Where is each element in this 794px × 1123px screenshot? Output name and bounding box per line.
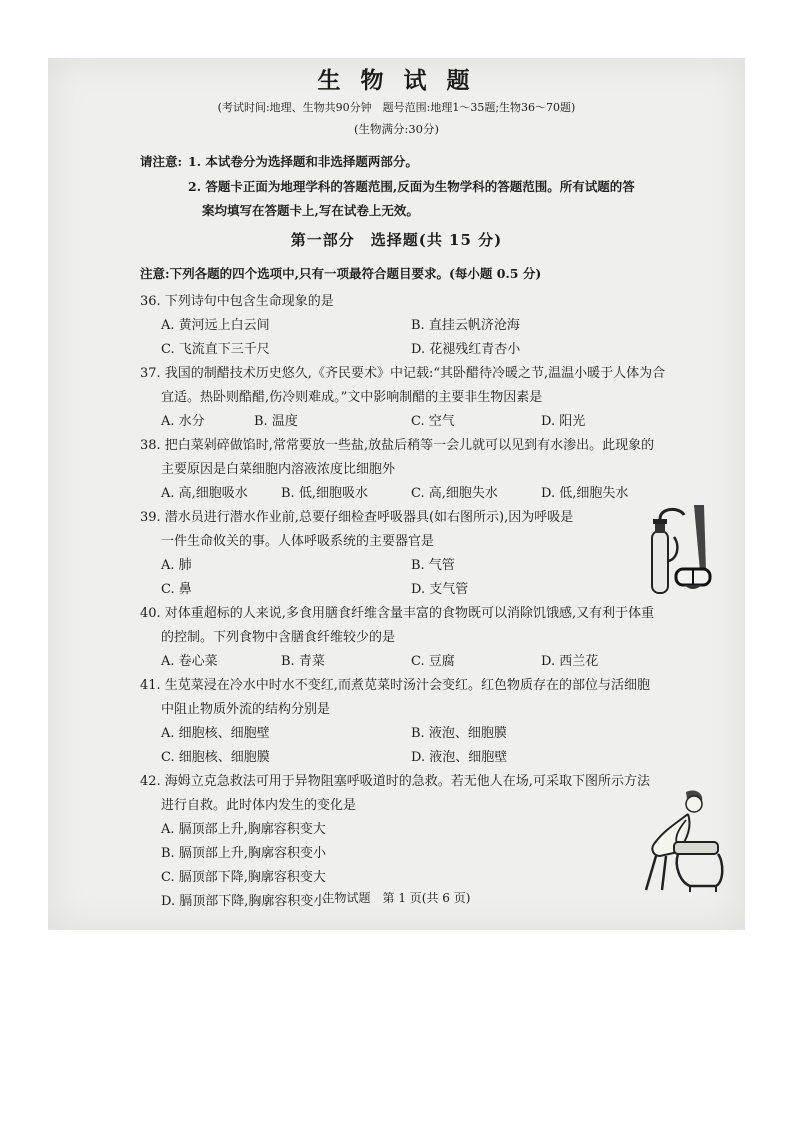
question-39-line1: 39. 潜水员进行潜水作业前,总要仔细检查呼吸器具(如右图所示),因为呼吸是 — [140, 510, 574, 525]
section-instruction: 注意:下列各题的四个选项中,只有一项最符合题目要求。(每小题 0.5 分) — [140, 266, 542, 281]
q40-option-a: A. 卷心菜 — [161, 654, 218, 669]
page-footer: 生物试题 第 1 页(共 6 页) — [322, 891, 471, 905]
q40-option-b: B. 青菜 — [281, 654, 325, 669]
question-41-line2: 中阻止物质外流的结构分别是 — [161, 702, 331, 717]
q40-option-c: C. 豆腐 — [411, 654, 455, 669]
q41-option-d: D. 液泡、细胞壁 — [411, 750, 508, 765]
question-37-line1: 37. 我国的制醋技术历史悠久,《齐民要术》中记载:“其卧醋待冷暖之节,温温小暖于人体为合 — [140, 366, 666, 381]
q38-option-b: B. 低,细胞吸水 — [281, 486, 368, 501]
notice-label: 请注意: — [140, 154, 183, 169]
q37-option-a: A. 水分 — [161, 414, 205, 429]
exam-time-note: (考试时间:地理、生物共90分钟 题号范围:地理1～35题;生物36～70题) — [217, 101, 576, 114]
q41-option-a: A. 细胞核、细胞壁 — [161, 726, 270, 741]
question-38-line1: 38. 把白菜剁碎做馅时,常常要放一些盐,放盐后稍等一会儿就可以见到有水渗出。此现象的 — [140, 438, 655, 453]
question-38-line2: 主要原因是白菜细胞内溶液浓度比细胞外 — [161, 462, 396, 477]
q38-option-a: A. 高,细胞吸水 — [161, 486, 248, 501]
q38-option-d: D. 低,细胞失水 — [541, 486, 629, 501]
notice-item-2-cont: 案均填写在答题卡上,写在试卷上无效。 — [202, 203, 419, 218]
q37-option-b: B. 温度 — [254, 414, 298, 429]
exam-score-note: (生物满分:30分) — [354, 122, 439, 136]
question-39-line2: 一件生命攸关的事。人体呼吸系统的主要器官是 — [161, 534, 435, 549]
question-42-line2: 进行自救。此时体内发生的变化是 — [161, 798, 357, 813]
question-40-line1: 40. 对体重超标的人来说,多食用膳食纤维含量丰富的食物既可以消除饥饿感,又有利于体重 — [140, 606, 655, 621]
q39-option-b: B. 气管 — [411, 558, 455, 573]
q39-option-c: C. 鼻 — [161, 582, 192, 597]
question-41-line1: 41. 生苋菜浸在冷水中时水不变红,而煮苋菜时汤汁会变红。红色物质存在的部位与活细胞 — [140, 678, 650, 693]
q41-option-b: B. 液泡、细胞膜 — [411, 726, 507, 741]
q36-option-c: C. 飞流直下三千尺 — [161, 342, 270, 357]
q42-option-c: C. 膈顶部下降,胸廓容积变大 — [161, 870, 326, 885]
q42-option-b: B. 膈顶部上升,胸廓容积变小 — [161, 846, 326, 861]
notice-item-1: 1. 本试卷分为选择题和非选择题两部分。 — [188, 154, 418, 169]
exam-title: 生 物 试 题 — [317, 67, 476, 94]
scuba-gear-illustration — [644, 501, 716, 601]
q37-option-c: C. 空气 — [411, 414, 455, 429]
section-title: 第一部分 选择题(共 15 分) — [290, 231, 503, 249]
q38-option-c: C. 高,细胞失水 — [411, 486, 498, 501]
q39-option-d: D. 支气管 — [411, 582, 469, 597]
q39-option-a: A. 肺 — [161, 558, 192, 573]
q36-option-d: D. 花褪残红青杏小 — [411, 342, 521, 357]
q40-option-d: D. 西兰花 — [541, 654, 599, 669]
q42-option-d: D. 膈顶部下降,胸廓容积变小 — [161, 894, 327, 909]
heimlich-self-rescue-illustration — [628, 786, 728, 892]
q36-option-b: B. 直挂云帆济沧海 — [411, 318, 520, 333]
q37-option-d: D. 阳光 — [541, 414, 586, 429]
q42-option-a: A. 膈顶部上升,胸廓容积变大 — [161, 822, 326, 837]
question-37-line2: 宜适。热卧则酷醋,伤冷则难成。”文中影响制醋的主要非生物因素是 — [161, 390, 543, 405]
q36-option-a: A. 黄河远上白云间 — [161, 318, 270, 333]
notice-item-2: 2. 答题卡正面为地理学科的答题范围,反面为生物学科的答题范围。所有试题的答 — [188, 179, 635, 194]
question-36-stem: 36. 下列诗句中包含生命现象的是 — [140, 294, 334, 309]
question-40-line2: 的控制。下列食物中含膳食纤维较少的是 — [161, 630, 396, 645]
q41-option-c: C. 细胞核、细胞膜 — [161, 750, 270, 765]
question-42-line1: 42. 海姆立克急救法可用于异物阻塞呼吸道时的急救。若无他人在场,可采取下图所示方法 — [140, 774, 650, 789]
scanned-exam-page — [48, 58, 745, 930]
